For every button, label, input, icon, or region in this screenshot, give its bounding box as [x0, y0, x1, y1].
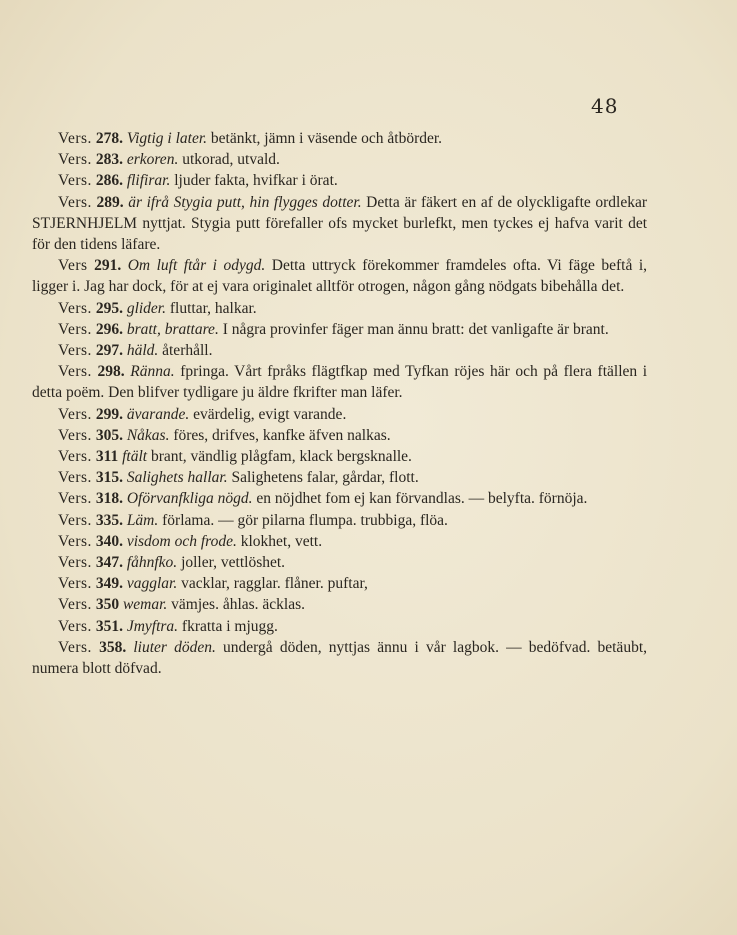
- gloss-text: fluttar, halkar.: [169, 299, 257, 317]
- quoted-term: Läm.: [126, 511, 159, 529]
- quoted-term: liuter döden.: [133, 638, 216, 656]
- verse-number: 340.: [95, 532, 123, 550]
- gloss-text: Detta är fäkert en af de olyckligafte ordlekar STJERNHJELM nyttjat. Stygia putt förefaller ofs mycket burlefkt, men tyckes ej hafva varit det för den tidens läfare.: [32, 193, 647, 254]
- gloss-text: I några provinfer fäger man ännu bratt: det vanligafte är brant.: [222, 320, 609, 338]
- gloss-text: undergå döden, nyttjas ännu i vår lagbok. — bedöfvad. betäubt, numera blott döfvad.: [32, 638, 647, 678]
- gloss-text: en nöjdhet fom ej kan förvandlas. — belyfta. förnöja.: [256, 490, 588, 508]
- gloss-text: Salighetens falar, gårdar, flott.: [231, 469, 419, 487]
- quoted-term: Vigtig i later.: [126, 130, 208, 147]
- gloss-text: förlama. — gör pilarna flumpa. trubbiga, flöa.: [162, 511, 448, 529]
- gloss-text: Detta uttryck förekommer framdeles ofta. Vi fäge beftå i, ligger i. Jag har dock, för at ej vara originalet alltför otrogen, någon gång nödgats bibehålla det.: [32, 257, 648, 296]
- gloss-text: föres, drifves, kanfke äfven nalkas.: [173, 426, 391, 444]
- gloss-text: brant, vändlig plågfam, klack bergsknalle.: [150, 448, 412, 466]
- verse-note: [32, 637, 647, 679]
- verse-note: [32, 425, 647, 446]
- verse-number: 318.: [95, 490, 123, 508]
- verse-note: [32, 467, 647, 488]
- verse-note: [32, 552, 647, 573]
- verse-label: Vers.: [58, 320, 92, 338]
- gloss-text: evärdelig, evigt varande.: [193, 405, 347, 423]
- verse-number: 289.: [96, 193, 124, 211]
- verse-note: [32, 616, 647, 637]
- quoted-term: Jmyftra.: [126, 617, 179, 635]
- quoted-term: fåhnfko.: [126, 554, 178, 572]
- quoted-term: Om luft ftår i odygd.: [127, 257, 266, 275]
- verse-number: 358.: [99, 638, 127, 656]
- verse-number: 295.: [95, 299, 123, 317]
- quoted-term: Nåkas.: [126, 426, 170, 444]
- verse-label: Vers.: [58, 511, 92, 529]
- verse-note: [32, 149, 647, 170]
- verse-label: Vers.: [58, 638, 92, 656]
- verse-note: [32, 510, 647, 531]
- quoted-term: flifirar.: [126, 172, 171, 190]
- verse-number: 291.: [94, 257, 122, 275]
- verse-note: [32, 255, 647, 297]
- verse-number: 347.: [95, 554, 123, 572]
- gloss-text: joller, vettlöshet.: [181, 554, 286, 572]
- verse-label: Vers.: [58, 554, 92, 572]
- gloss-text: utkorad, utvald.: [182, 151, 280, 169]
- quoted-term: glider.: [126, 299, 166, 317]
- verse-label: Vers.: [58, 596, 92, 614]
- quoted-term: vagglar.: [126, 575, 178, 593]
- gloss-text: fkratta i mjugg.: [181, 617, 278, 635]
- verse-number: 335.: [95, 511, 123, 529]
- verse-number: 299.: [95, 405, 123, 423]
- gloss-text: fpringa. Vårt fpråks flägtfkap med Tyfkan röjes här och på flera ftällen i detta poëm. Den blifver tydligare ju äldre fkrifter man läfer.: [32, 363, 648, 402]
- verse-note: [32, 488, 647, 509]
- quoted-term: häld.: [126, 342, 159, 360]
- verse-number: 297.: [95, 342, 123, 360]
- verse-label: Vers.: [58, 363, 92, 381]
- verse-label: Vers.: [58, 532, 92, 550]
- verse-note: [32, 446, 647, 467]
- verse-label: Vers.: [58, 575, 92, 593]
- verse-note: [32, 404, 647, 425]
- verse-note: [32, 573, 647, 594]
- verse-note: [32, 298, 647, 319]
- verse-label: Vers.: [58, 617, 92, 635]
- gloss-text: klokhet, vett.: [240, 532, 323, 550]
- gloss-text: återhåll.: [162, 342, 213, 360]
- quoted-term: wemar.: [122, 596, 168, 614]
- quoted-term: ävarande.: [126, 405, 190, 423]
- verse-label: Vers.: [58, 448, 92, 466]
- verse-label: Vers.: [58, 130, 92, 147]
- quoted-term: bratt, brattare.: [126, 320, 219, 338]
- verse-label: Vers: [58, 257, 88, 275]
- page-number: 48: [591, 94, 619, 118]
- verse-number: 298.: [97, 363, 125, 381]
- quoted-term: Oförvanfkliga nögd.: [126, 490, 253, 508]
- quoted-term: Salighets hallar.: [126, 469, 228, 487]
- verse-number: 296.: [95, 320, 123, 338]
- quoted-term: visdom och frode.: [126, 532, 237, 550]
- gloss-text: vacklar, ragglar. flåner. puftar,: [181, 575, 368, 593]
- verse-number: 349.: [95, 575, 123, 593]
- verse-note: [32, 192, 647, 256]
- verse-number: 283.: [95, 151, 123, 169]
- verse-label: Vers.: [58, 299, 92, 317]
- verse-label: Vers.: [58, 193, 92, 211]
- verse-note: [32, 340, 647, 361]
- gloss-text: betänkt, jämn i väsende och åtbörder.: [210, 130, 443, 147]
- quoted-term: erkoren.: [126, 151, 179, 169]
- gloss-text: ljuder fakta, hvifkar i örat.: [174, 172, 338, 190]
- verse-note: [32, 319, 647, 340]
- verse-number: 286.: [95, 172, 123, 190]
- verse-number: 350: [95, 596, 120, 614]
- verse-label: Vers.: [58, 490, 92, 508]
- verse-label: Vers.: [58, 426, 92, 444]
- verse-label: Vers.: [58, 469, 92, 487]
- verse-label: Vers.: [58, 151, 92, 169]
- verse-note: [32, 594, 647, 615]
- verse-note: [32, 170, 647, 191]
- quoted-term: är ifrå Stygia putt, hin flygges dotter.: [128, 193, 362, 211]
- verse-label: Vers.: [58, 405, 92, 423]
- verse-note: [32, 361, 647, 403]
- quoted-term: Ränna.: [130, 363, 175, 381]
- verse-label: Vers.: [58, 342, 92, 360]
- verse-number: 311: [95, 448, 119, 466]
- verse-label: Vers.: [58, 172, 92, 190]
- verse-number: 305.: [95, 426, 123, 444]
- verse-note: [32, 128, 647, 149]
- gloss-text: vämjes. åhlas. äcklas.: [171, 596, 306, 614]
- verse-number: 315.: [95, 469, 123, 487]
- quoted-term: ftält: [122, 448, 148, 466]
- annotation-list: [32, 128, 647, 679]
- verse-number: 278.: [95, 130, 123, 147]
- verse-note: [32, 531, 647, 552]
- verse-number: 351.: [95, 617, 123, 635]
